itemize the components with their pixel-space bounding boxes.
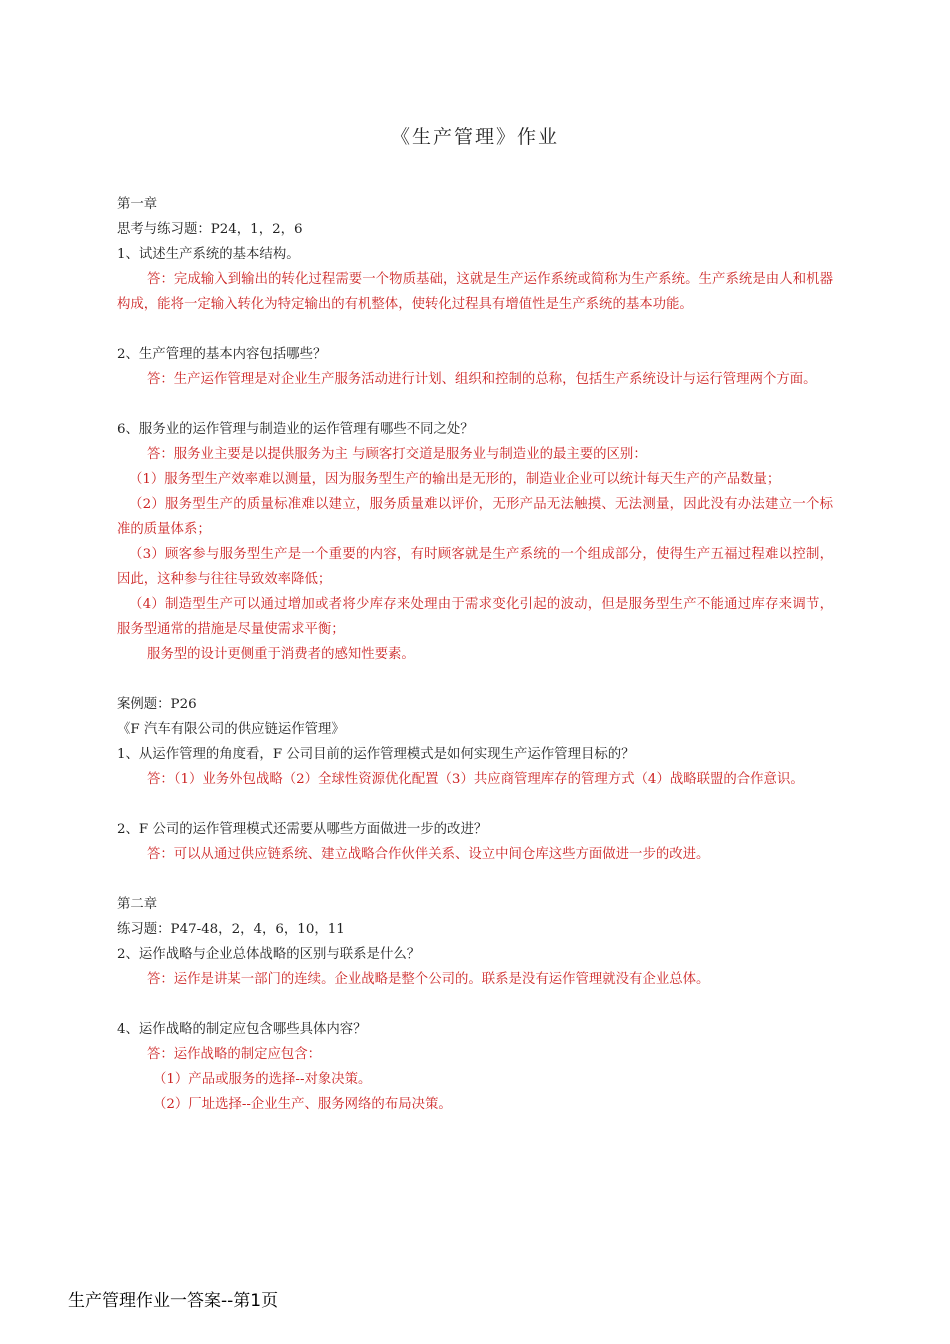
answer-6-intro: 答：服务业主要是以提供服务为主 与顾客打交道是服务业与制造业的最主要的区别： xyxy=(147,447,647,462)
chapter-2-exercise: 练习题：P47-48，2，4，6，10，11 xyxy=(117,922,345,937)
answer-6-point-2: （2）服务型生产的质量标准难以建立，服务质量难以评价，无形产品无法触摸、无法测量，因此没有办法建立一个标准的质量体系； xyxy=(117,497,833,537)
answer-6-point-3: （3）顾客参与服务型生产是一个重要的内容，有时顾客就是生产系统的一个组成部分，使得生产五福过程难以控制，因此，这种参与往往导致效率降低； xyxy=(117,547,833,587)
question-6: 6、服务业的运作管理与制造业的运作管理有哪些不同之处？ xyxy=(117,422,474,437)
case-question-1: 1、从运作管理的角度看，F 公司目前的运作管理模式是如何实现生产运作管理目标的？ xyxy=(117,747,635,762)
case-name: 《F 汽车有限公司的供应链运作管理》 xyxy=(117,722,345,737)
document-body xyxy=(117,192,833,1117)
chapter-2-heading: 第二章 xyxy=(117,897,158,912)
chapter-2-answer-4-intro: 答：运作战略的制定应包含： xyxy=(147,1047,322,1062)
chapter-2-question-4: 4、运作战略的制定应包含哪些具体内容？ xyxy=(117,1022,367,1037)
answer-6-conclusion: 服务型的设计更侧重于消费者的感知性要素。 xyxy=(147,647,415,662)
case-answer-1: 答：（1）业务外包战略（2）全球性资源优化配置（3）共应商管理库存的管理方式（4）战略联盟的合作意识。 xyxy=(147,772,804,787)
answer-6-point-4: （4）制造型生产可以通过增加或者将少库存来处理由于需求变化引起的波动，但是服务型生产不能通过库存来调节，服务型通常的措施是尽量使需求平衡； xyxy=(117,597,833,637)
answer-1: 答：完成输入到输出的转化过程需要一个物质基础，这就是生产运作系统或简称为生产系统。生产系统是由人和机器构成，能将一定输入转化为特定输出的有机整体，使转化过程具有增值性是生产系统的基本功能。 xyxy=(117,272,833,312)
case-question-2: 2、F 公司的运作管理模式还需要从哪些方面做进一步的改进？ xyxy=(117,822,488,837)
chapter-2-answer-4-item-1: （1）产品或服务的选择--对象决策。 xyxy=(153,1072,372,1087)
case-answer-2: 答：可以从通过供应链系统、建立战略合作伙伴关系、设立中间仓库这些方面做进一步的改进。 xyxy=(147,847,710,862)
answer-6-point-1: （1）服务型生产效率难以测量，因为服务型生产的输出是无形的，制造业企业可以统计每天生产的产品数量； xyxy=(129,472,781,487)
case-heading: 案例题：P26 xyxy=(117,697,197,712)
question-1: 1、试述生产系统的基本结构。 xyxy=(117,247,300,262)
chapter-2-answer-2: 答：运作是讲某一部门的连续。企业战略是整个公司的。联系是没有运作管理就没有企业总体。 xyxy=(147,972,710,987)
chapter-1-heading: 第一章 xyxy=(117,197,158,212)
chapter-1-exercise: 思考与练习题：P24，1，2，6 xyxy=(117,222,303,237)
question-2: 2、生产管理的基本内容包括哪些？ xyxy=(117,347,327,362)
answer-2: 答：生产运作管理是对企业生产服务活动进行计划、组织和控制的总称，包括生产系统设计与运行管理两个方面。 xyxy=(147,372,817,387)
document-title: 《生产管理》作业 xyxy=(390,126,559,148)
chapter-2-question-2: 2、运作战略与企业总体战略的区别与联系是什么？ xyxy=(117,947,421,962)
chapter-2-answer-4-item-2: （2）厂址选择--企业生产、服务网络的布局决策。 xyxy=(153,1097,452,1112)
page-footer: 生产管理作业一答案--第1页 xyxy=(68,1291,279,1311)
